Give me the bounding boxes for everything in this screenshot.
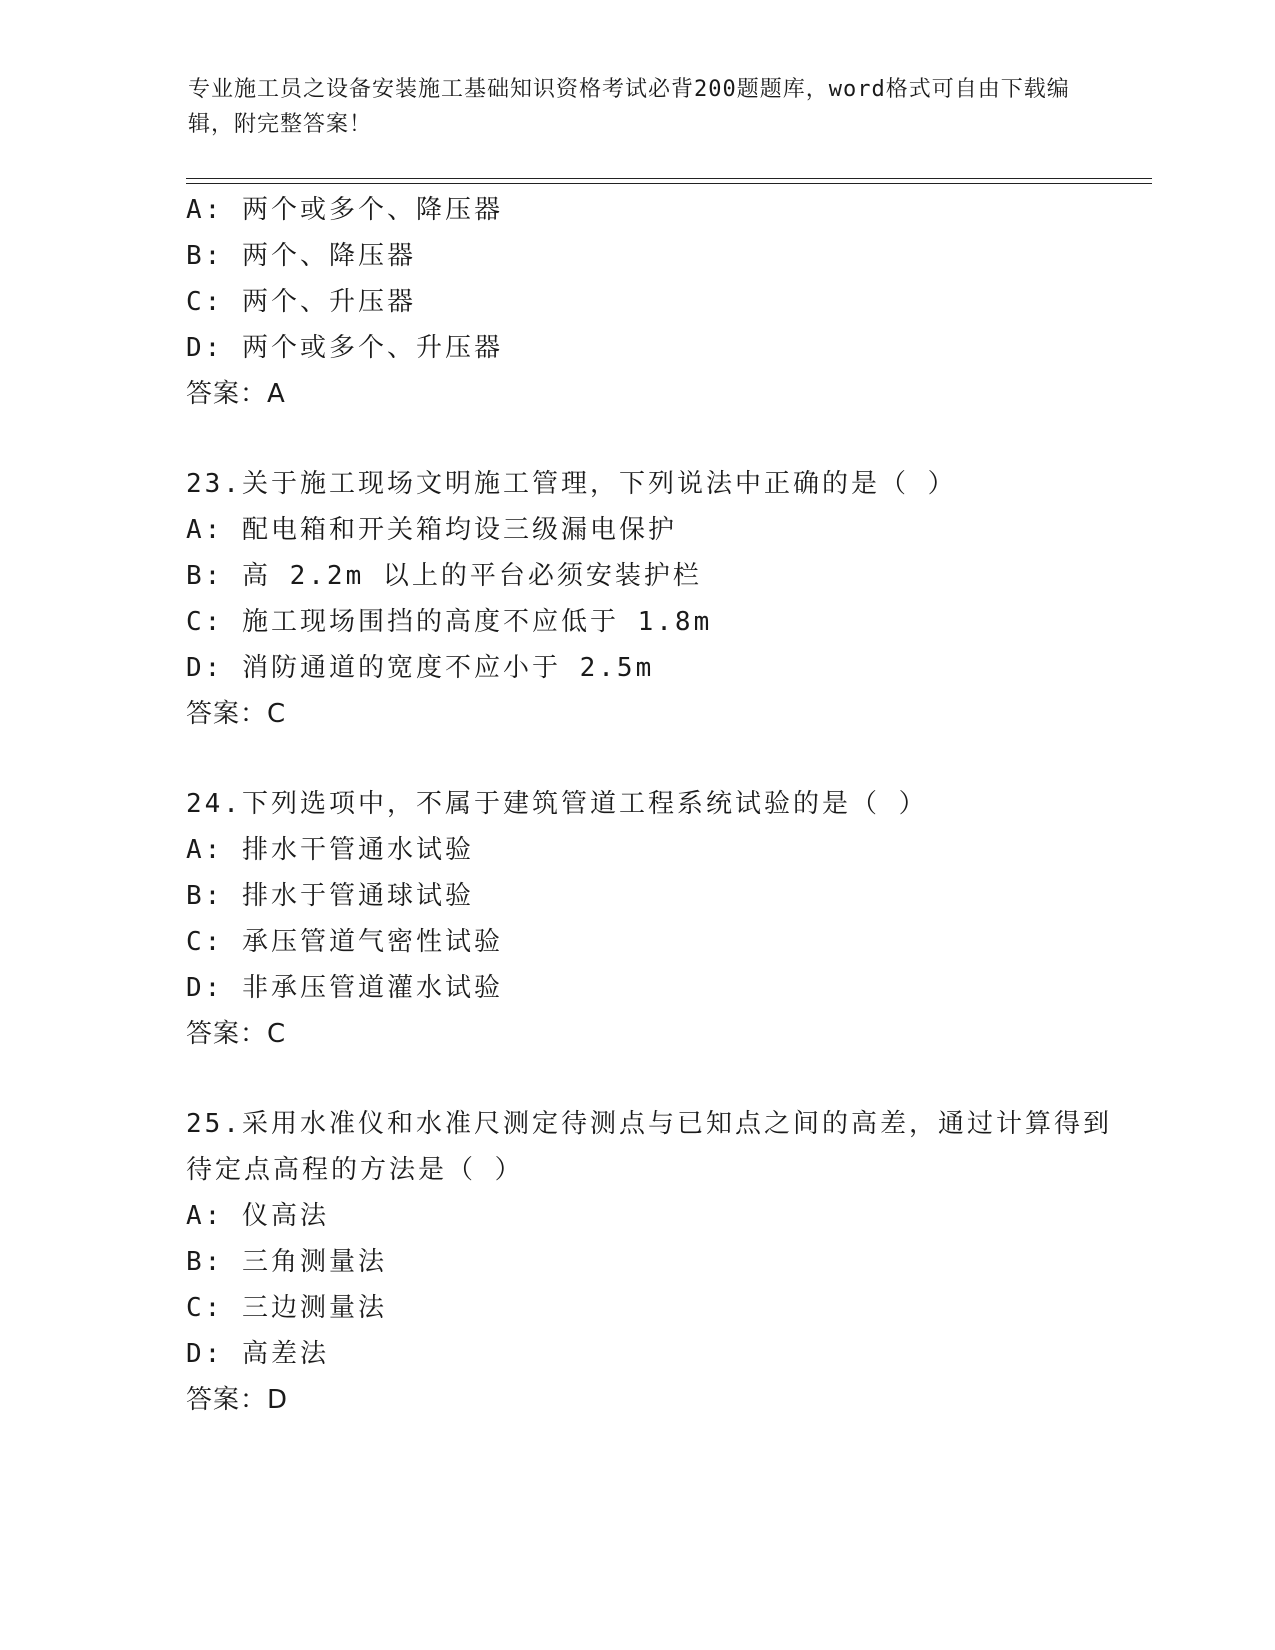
option-label: D: (186, 333, 224, 363)
option-label: A: (186, 515, 224, 545)
option-b (186, 553, 1126, 599)
answer-line: 答案：A (186, 379, 286, 409)
option-label: B: (186, 561, 224, 591)
option-label: B: (186, 881, 224, 911)
question-stem: 25.采用水准仪和水准尺测定待测点与已知点之间的高差，通过计算得到待定点高程的方法是（ ） (186, 1109, 1112, 1185)
option-a (186, 507, 1126, 553)
option-label: A: (186, 195, 224, 225)
option-d (186, 645, 1126, 691)
option-label: D: (186, 653, 224, 683)
answer-line: 答案：C (186, 1019, 287, 1049)
option-text: 配电箱和开关箱均设三级漏电保护 (241, 515, 677, 545)
question-22-continuation (186, 187, 1126, 417)
question-list (186, 187, 1126, 1423)
option-label: C: (186, 927, 224, 957)
option-text: 非承压管道灌水试验 (241, 973, 503, 1003)
option-text: 施工现场围挡的高度不应低于 1.8m (241, 607, 713, 637)
page-header: 专业施工员之设备安装施工基础知识资格考试必背200题题库，word格式可自由下载编辑，附完整答案！ (188, 77, 1070, 137)
option-a (186, 827, 1126, 873)
answer-line: 答案：D (186, 1385, 289, 1415)
question-stem: 24.下列选项中，不属于建筑管道工程系统试验的是（ ） (186, 789, 928, 819)
option-text: 两个或多个、降压器 (241, 195, 503, 225)
option-label: A: (186, 1201, 224, 1231)
option-text: 三角测量法 (241, 1247, 387, 1277)
answer-line: 答案：C (186, 699, 287, 729)
option-d (186, 965, 1126, 1011)
option-label: D: (186, 1339, 224, 1369)
question-24 (186, 781, 1126, 1057)
option-label: D: (186, 973, 224, 1003)
option-label: B: (186, 1247, 224, 1277)
option-a (186, 187, 1126, 233)
option-text: 三边测量法 (241, 1293, 387, 1323)
option-text: 仪高法 (241, 1201, 329, 1231)
option-c (186, 919, 1126, 965)
option-text: 两个、降压器 (241, 241, 416, 271)
option-label: C: (186, 1293, 224, 1323)
option-b (186, 1239, 1126, 1285)
option-b (186, 233, 1126, 279)
option-text: 两个或多个、升压器 (241, 333, 503, 363)
question-23 (186, 461, 1126, 737)
option-d (186, 1331, 1126, 1377)
option-text: 高 2.2m 以上的平台必须安装护栏 (241, 561, 702, 591)
option-c (186, 279, 1126, 325)
header-divider-top (186, 178, 1152, 179)
option-label: A: (186, 835, 224, 865)
option-label: B: (186, 241, 224, 271)
option-b (186, 873, 1126, 919)
question-stem: 23.关于施工现场文明施工管理，下列说法中正确的是（ ） (186, 469, 957, 499)
option-label: C: (186, 287, 224, 317)
option-c (186, 599, 1126, 645)
option-c (186, 1285, 1126, 1331)
option-text: 高差法 (241, 1339, 329, 1369)
option-text: 消防通道的宽度不应小于 2.5m (241, 653, 655, 683)
option-d (186, 325, 1126, 371)
option-text: 排水于管通球试验 (241, 881, 474, 911)
header-divider-bottom (186, 183, 1152, 184)
option-text: 承压管道气密性试验 (241, 927, 503, 957)
option-text: 两个、升压器 (241, 287, 416, 317)
option-a (186, 1193, 1126, 1239)
question-25 (186, 1101, 1126, 1423)
option-text: 排水干管通水试验 (241, 835, 474, 865)
option-label: C: (186, 607, 224, 637)
